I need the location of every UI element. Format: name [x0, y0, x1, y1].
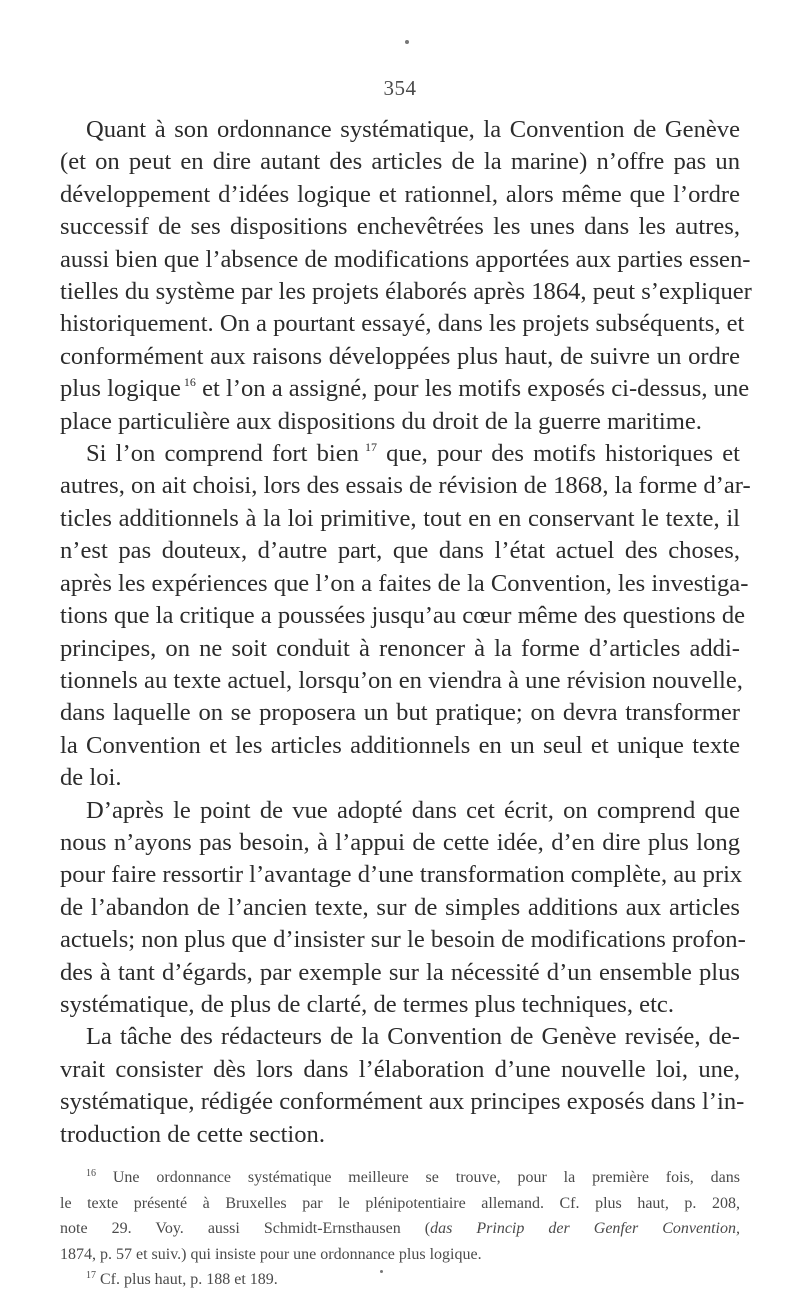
- line-text: pour faire ressortir l’avantage d’une transformation complète, au prix: [60, 861, 743, 889]
- line-text: des à tant d’égards, par exemple sur la nécessité d’un ensemble plus: [60, 958, 740, 986]
- text-line: [60, 697, 740, 729]
- footnote-line: [60, 1242, 740, 1268]
- text-line: [60, 859, 743, 891]
- line-text: de l’abandon de l’ancien texte, sur de simples additions aux articles: [60, 893, 740, 921]
- line-text: D’après le point de vue adopté dans cet écrit, on comprend que: [86, 796, 740, 824]
- line-text: que, pour des motifs historiques et: [376, 440, 741, 468]
- line-text: successif de ses dispositions enchevêtrées les unes dans les autres,: [60, 213, 740, 241]
- text-line: [60, 470, 751, 502]
- text-line: [60, 503, 740, 535]
- line-text: de loi.: [60, 764, 122, 792]
- footnote-title: das Princip der Genfer Convention,: [430, 1220, 741, 1237]
- text-line: [60, 665, 743, 697]
- text-line: [60, 1119, 740, 1151]
- speck-mark: [380, 1270, 383, 1273]
- footnote-reference: 17: [358, 440, 377, 455]
- text-line: [60, 795, 740, 827]
- footnote-text: note 29. Voy. aussi Schmidt-Ernsthausen (: [60, 1220, 431, 1237]
- line-text: et l’on a assigné, pour les motifs exposés ci-dessus, une: [195, 375, 750, 403]
- body-text: [60, 114, 752, 1151]
- footnote-line: [60, 1267, 740, 1293]
- line-text: dans laquelle on se proposera un but pratique; on devra transformer: [60, 699, 740, 727]
- footnote-line: [60, 1165, 740, 1191]
- footnote-number: 17: [86, 1270, 96, 1281]
- footnote-number: 16: [86, 1168, 96, 1179]
- text-line: [60, 957, 740, 989]
- text-line: [60, 276, 752, 308]
- text-line: [60, 762, 740, 794]
- page-number: 354: [383, 76, 417, 100]
- footnote-text: Cf. plus haut, p. 188 et 189.: [96, 1271, 278, 1288]
- speck-mark: [405, 40, 409, 44]
- footnote-text: 1874, p. 57 et suiv.) qui insiste pour une ordonnance plus logique.: [60, 1245, 482, 1263]
- line-text: la Convention et les articles additionnels en un seul et unique texte: [60, 731, 740, 759]
- text-line: [60, 892, 740, 924]
- line-text: tielles du système par les projets élaborés après 1864, peut s’expliquer: [60, 278, 752, 306]
- line-text: autres, on ait choisi, lors des essais de révision de 1868, la forme d’ar-: [60, 472, 751, 500]
- line-text: conformément aux raisons développées plus haut, de suivre un ordre: [60, 342, 740, 370]
- line-text: nous n’ayons pas besoin, à l’appui de cette idée, d’en dire plus long: [60, 828, 740, 856]
- footnote-text: Une ordonnance systématique meilleure se trouve, pour la première fois, dans: [96, 1169, 740, 1186]
- line-text: plus logique: [60, 375, 181, 403]
- line-text: actuels; non plus que d’insister sur le besoin de modifications profon-: [60, 926, 746, 954]
- footnote-line: [60, 1191, 740, 1217]
- text-line: [60, 308, 745, 340]
- footnote-line: [60, 1216, 740, 1242]
- line-text: systématique, rédigée conformément aux principes exposés dans l’in-: [60, 1088, 745, 1116]
- text-line: [60, 406, 740, 438]
- text-line: [60, 179, 740, 211]
- text-line: [60, 600, 746, 632]
- line-text: troduction de cette section.: [60, 1120, 325, 1148]
- text-line: [60, 146, 740, 178]
- line-text: systématique, de plus de clarté, de termes plus techniques, etc.: [60, 990, 674, 1018]
- text-line: [60, 535, 740, 567]
- text-line: [60, 633, 740, 665]
- line-text: n’est pas douteux, d’autre part, que dans l’état actuel des choses,: [60, 537, 740, 565]
- line-text: développement d’idées logique et rationnel, alors même que l’ordre: [60, 180, 740, 208]
- text-line: [60, 924, 746, 956]
- text-line: [60, 341, 740, 373]
- footnote-text: le texte présenté à Bruxelles par le plénipotentiaire allemand. Cf. plus haut, p. 208,: [60, 1194, 740, 1212]
- text-line: [60, 1021, 740, 1053]
- line-text: place particulière aux dispositions du droit de la guerre maritime.: [60, 407, 702, 435]
- text-line: [60, 827, 740, 859]
- text-line: [60, 438, 740, 470]
- line-text: (et on peut en dire autant des articles de la marine) n’offre pas un: [60, 148, 740, 176]
- text-line: [60, 568, 749, 600]
- footnotes: [60, 1165, 740, 1293]
- line-text: aussi bien que l’absence de modifications apportées aux parties essen-: [60, 245, 751, 273]
- text-line: [60, 1054, 740, 1086]
- line-text: après les expériences que l’on a faites de la Convention, les investiga-: [60, 569, 749, 597]
- line-text: historiquement. On a pourtant essayé, dans les projets subséquents, et: [60, 310, 745, 338]
- text-line: [60, 211, 740, 243]
- line-text: ticles additionnels à la loi primitive, tout en en conservant le texte, il: [60, 504, 740, 532]
- text-line: [60, 114, 740, 146]
- line-text: tions que la critique a poussées jusqu’au cœur même des questions de: [60, 602, 746, 630]
- line-text: vrait consister dès lors dans l’élaboration d’une nouvelle loi, une,: [60, 1055, 740, 1083]
- line-text: principes, on ne soit conduit à renoncer à la forme d’articles addi-: [60, 634, 740, 662]
- footnote-reference: 16: [180, 375, 196, 390]
- line-text: tionnels au texte actuel, lorsqu’on en viendra à une révision nouvelle,: [60, 666, 743, 694]
- text-line: [60, 730, 740, 762]
- text-line: [60, 1086, 745, 1118]
- line-text: Si l’on comprend fort bien: [86, 440, 359, 468]
- text-line: [60, 989, 740, 1021]
- line-text: La tâche des rédacteurs de la Convention de Genève revisée, de-: [86, 1023, 740, 1051]
- text-line: [60, 373, 750, 405]
- text-line: [60, 244, 751, 276]
- line-text: Quant à son ordonnance systématique, la Convention de Genève: [86, 116, 740, 143]
